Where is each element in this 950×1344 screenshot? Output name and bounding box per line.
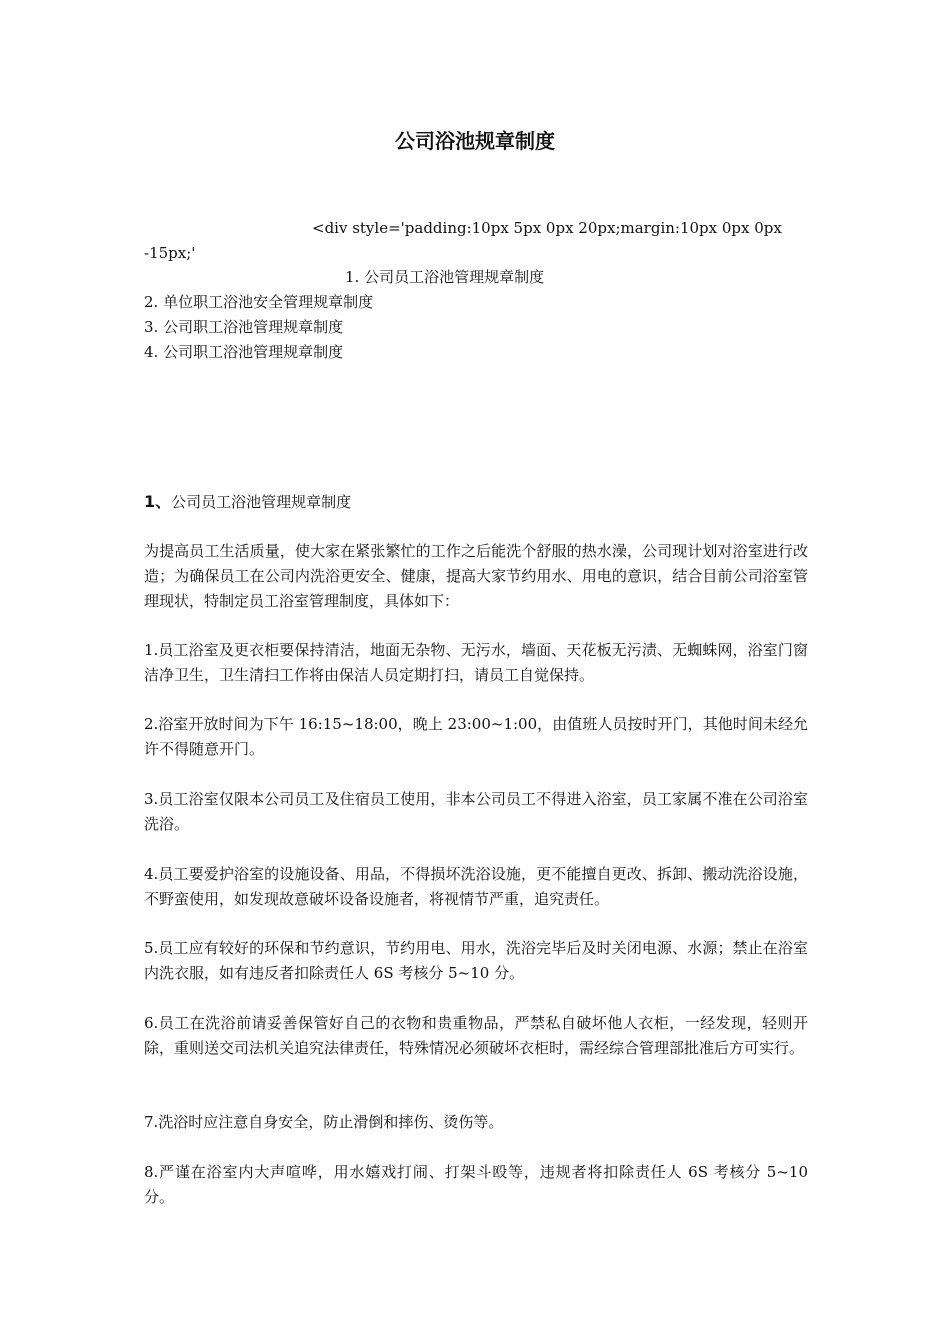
toc-item-3[interactable]: 3. 公司职工浴池管理规章制度 (144, 318, 344, 336)
section-title: 公司员工浴池管理规章制度 (171, 493, 352, 511)
rule-paragraph-4: 4.员工要爱护浴室的设施设备、用品，不得损坏洗浴设施，更不能擅自更改、拆卸、搬动洗浴设施，不野蛮使用，如发现故意破坏设备设施者，将视情节严重，追究责任。 (144, 865, 808, 908)
rule-paragraph-6: 6.员工在洗浴前请妥善保管好自己的衣物和贵重物品，严禁私自破坏他人衣柜，一经发现，轻则开除，重则送交司法机关追究法律责任，特殊情况必须破坏衣柜时，需经综合管理部批准后方可实行。 (144, 1014, 808, 1057)
intro-paragraph: 为提高员工生活质量，使大家在紧张繁忙的工作之后能洗个舒服的热水澡，公司现计划对浴室进行改造；为确保员工在公司内洗浴更安全、健康，提高大家节约用水、用电的意识，结合目前公司浴室管理现状，特制定员工浴室管理制度，具体如下： (144, 542, 808, 610)
toc-item-1[interactable]: 1. 公司员工浴池管理规章制度 (345, 268, 545, 286)
code-fragment-line-2: -15px;' (144, 244, 196, 262)
section-number: 1、 (144, 492, 172, 511)
rule-paragraph-2: 2.浴室开放时间为下午 16:15~18:00，晚上 23:00~1:00，由值班人员按时开门，其他时间未经允许不得随意开门。 (144, 715, 808, 758)
rule-paragraph-1: 1.员工浴室及更衣柜要保持清洁，地面无杂物、无污水，墙面、天花板无污渍、无蜘蛛网，浴室门窗洁净卫生，卫生清扫工作将由保洁人员定期打扫，请员工自觉保持。 (144, 641, 808, 684)
rule-paragraph-3: 3.员工浴室仅限本公司员工及住宿员工使用，非本公司员工不得进入浴室，员工家属不准在公司浴室洗浴。 (144, 790, 808, 833)
toc-item-2[interactable]: 2. 单位职工浴池安全管理规章制度 (144, 293, 374, 311)
rule-paragraph-5: 5.员工应有较好的环保和节约意识，节约用电、用水，洗浴完毕后及时关闭电源、水源；禁止在浴室内洗衣服，如有违反者扣除责任人 6S 考核分 5~10 分。 (144, 939, 808, 982)
page-title: 公司浴池规章制度 (395, 129, 555, 153)
section-heading (144, 490, 351, 514)
rule-paragraph-7: 7.洗浴时应注意自身安全，防止滑倒和摔伤、烫伤等。 (144, 1113, 504, 1131)
code-fragment-line-1: <div style='padding:10px 5px 0px 20px;margin:10px 0px 0px (312, 219, 782, 237)
toc-item-4[interactable]: 4. 公司职工浴池管理规章制度 (144, 343, 344, 361)
rule-paragraph-8: 8.严谨在浴室内大声喧哗，用水嬉戏打闹、打架斗殴等，违规者将扣除责任人 6S 考核分 5~10 分。 (144, 1163, 808, 1206)
